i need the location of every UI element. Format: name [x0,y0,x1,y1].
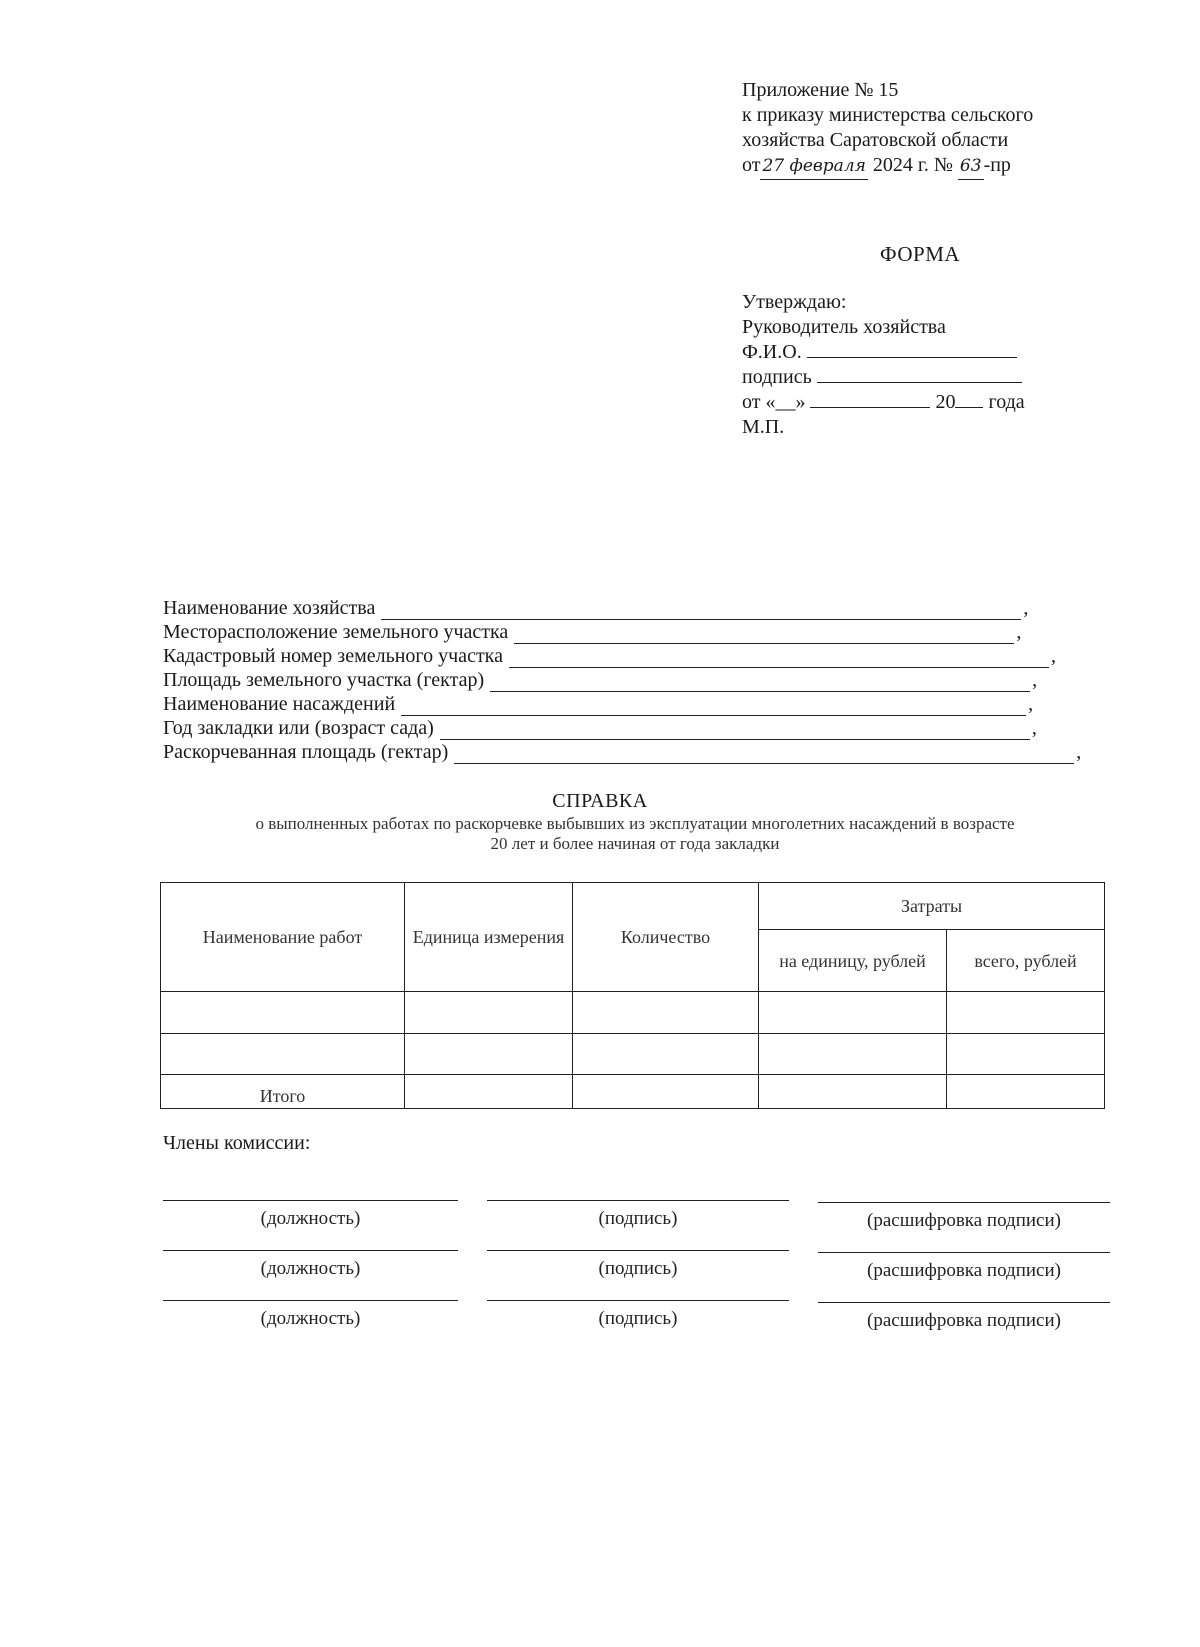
table-cell[interactable] [573,1075,759,1109]
field-input[interactable] [381,605,1021,620]
signature-caption: (подпись) [598,1308,678,1329]
signature-line[interactable] [487,1200,789,1201]
stamp-place: М.П. [742,416,785,438]
field-label: Кадастровый номер земельного участка [163,645,503,667]
header-unit: Единица измерения [405,883,573,992]
table-cell[interactable] [759,992,947,1034]
position-line[interactable] [163,1250,458,1251]
field-land-location [163,620,1021,644]
field-input[interactable] [454,749,1074,764]
header-total: всего, рублей [947,930,1105,992]
fio-field[interactable] [807,341,1017,358]
signature-line[interactable] [487,1300,789,1301]
fio-label: Ф.И.О. [742,341,802,363]
approval-block [742,290,1122,440]
handwritten-date: 27 февраля [760,154,867,180]
table-cell[interactable] [405,1034,573,1075]
field-label: Раскорчеванная площадь (гектар) [163,741,449,763]
header-quantity: Количество [573,883,759,992]
document-title: СПРАВКА [552,790,648,812]
handwritten-number: 63 [958,154,984,180]
field-label: Наименование насаждений [163,693,396,715]
field-cadastral-number [163,644,1056,668]
signature-caption: (подпись) [598,1258,678,1279]
field-label: Месторасположение земельного участка [163,621,509,643]
approval-signature-row [742,365,1122,390]
field-input[interactable] [514,629,1014,644]
approval-title: Утверждаю: [742,291,847,313]
table-total-row [161,1075,1105,1109]
field-comma: , [1050,645,1056,667]
table-cell[interactable] [947,992,1105,1034]
field-label: Год закладки или (возраст сада) [163,717,434,739]
position-line[interactable] [163,1300,458,1301]
field-input[interactable] [509,653,1049,668]
approval-year-suffix: года [988,391,1025,413]
header-costs: Затраты [759,883,1105,930]
table-row [161,992,1105,1034]
table-row [161,1034,1105,1075]
approval-date-from: от «__» [742,391,806,413]
approval-fio-row [742,340,1122,365]
field-uprooted-area [163,740,1081,764]
decode-caption: (расшифровка подписи) [867,1310,1061,1331]
approval-month-field[interactable] [810,391,930,408]
appendix-date-line [742,153,1122,180]
approval-year-prefix: 20 [935,391,956,413]
decode-line[interactable] [818,1302,1110,1303]
field-comma: , [1032,669,1038,691]
appendix-order-ref: к приказу министерства сельского [742,104,1034,126]
table-cell[interactable] [947,1034,1105,1075]
document-subtitle-line2: 20 лет и более начиная от года закладки [490,834,780,853]
form-label: ФОРМА [880,242,961,266]
appendix-ministry: хозяйства Саратовской области [742,129,1009,151]
decode-line[interactable] [818,1202,1110,1203]
decode-caption: (расшифровка подписи) [867,1210,1061,1231]
commission-label: Члены комиссии: [163,1132,311,1154]
field-planting-year [163,716,1037,740]
table-cell[interactable] [947,1075,1105,1109]
position-caption: (должность) [260,1308,361,1329]
table-cell[interactable] [405,992,573,1034]
table-cell[interactable] [161,1034,405,1075]
field-plantings-name [163,692,1033,716]
appendix-header [742,78,1122,180]
field-input[interactable] [490,677,1030,692]
table-cell[interactable] [573,1034,759,1075]
signature-line[interactable] [487,1250,789,1251]
field-comma: , [1031,717,1037,739]
table-cell[interactable] [759,1034,947,1075]
field-label: Площадь земельного участка (гектар) [163,669,485,691]
table-cell[interactable] [161,992,405,1034]
decode-line[interactable] [818,1252,1110,1253]
table-cell[interactable] [759,1075,947,1109]
field-comma: , [1076,741,1082,763]
signature-label: подпись [742,366,812,388]
approval-year-field[interactable] [955,391,983,408]
decode-caption: (расшифровка подписи) [867,1260,1061,1281]
number-suffix: -пр [983,154,1011,176]
field-input[interactable] [440,725,1030,740]
field-comma: , [1016,621,1022,643]
total-label: Итого [161,1075,405,1109]
table-cell[interactable] [573,992,759,1034]
field-farm-name [163,596,1028,620]
field-comma: , [1028,693,1034,715]
approval-signature-field[interactable] [817,366,1022,383]
table-cell[interactable] [405,1075,573,1109]
table-header-row [161,883,1105,930]
field-comma: , [1023,597,1029,619]
document-subtitle-line1: о выполненных работах по раскорчевке выбывших из эксплуатации многолетних насаждений в возрасте [255,814,1015,833]
approval-role: Руководитель хозяйства [742,316,946,338]
position-line[interactable] [163,1200,458,1201]
date-prefix: от [742,154,761,176]
position-caption: (должность) [260,1208,361,1229]
field-label: Наименование хозяйства [163,597,376,619]
date-year: 2024 г. № [872,154,953,176]
header-per-unit: на единицу, рублей [759,930,947,992]
signature-caption: (подпись) [598,1208,678,1229]
header-works: Наименование работ [161,883,405,992]
field-input[interactable] [401,701,1026,716]
works-table [160,882,1105,1109]
appendix-number: Приложение № 15 [742,79,899,101]
approval-date-row [742,390,1122,415]
field-land-area [163,668,1037,692]
position-caption: (должность) [260,1258,361,1279]
